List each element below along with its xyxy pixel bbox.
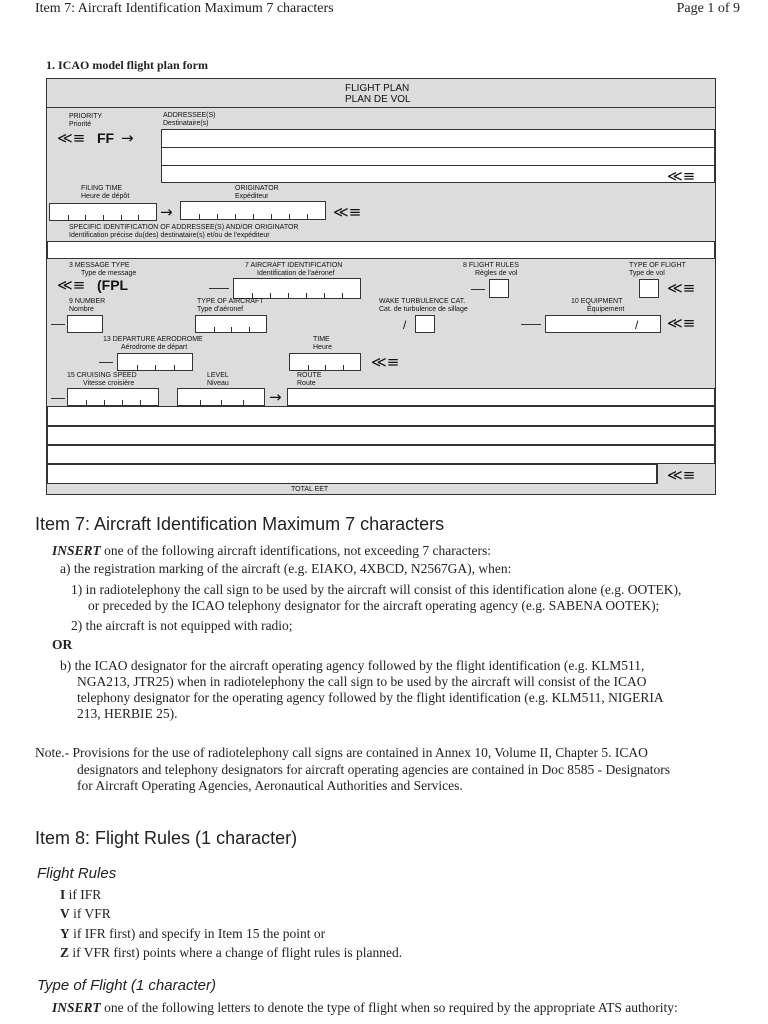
digit-tick	[155, 365, 156, 370]
digit-tick	[253, 214, 254, 219]
digit-tick	[270, 293, 271, 298]
wake-turbulence-field[interactable]	[415, 315, 435, 333]
rule-ifr	[60, 887, 101, 903]
item7-a1-line2: or preceded by the ICAO telephony designator for the aircraft operating agency (e.g. SABENA OOTEK);	[88, 598, 660, 613]
divider	[161, 165, 715, 166]
digit-tick	[217, 214, 218, 219]
insert-word: INSERT	[52, 543, 101, 558]
digit-tick	[271, 214, 272, 219]
equipment-field[interactable]	[545, 315, 661, 333]
digit-tick	[138, 215, 139, 220]
digit-tick	[221, 400, 222, 405]
digit-tick	[342, 293, 343, 298]
digit-tick	[103, 215, 104, 220]
digit-tick	[243, 400, 244, 405]
digit-tick	[214, 327, 215, 332]
divider	[161, 147, 715, 148]
digit-tick	[85, 215, 86, 220]
number-field[interactable]	[67, 315, 103, 333]
slash: /	[635, 318, 639, 332]
type-of-flight-label: TYPE OF FLIGHT	[629, 262, 686, 269]
departure-aerodrome-label-fr: Aérodrome de départ	[121, 344, 188, 351]
departure-aerodrome-label: 13 DEPARTURE AERODROME	[103, 336, 203, 343]
specific-id-field[interactable]	[47, 241, 715, 259]
end-of-line-icon: ≪≡	[667, 466, 696, 484]
digit-tick	[343, 365, 344, 370]
digit-tick	[289, 214, 290, 219]
addressees-label: ADDRESSEE(S)	[163, 112, 216, 119]
digit-tick	[104, 400, 105, 405]
header-title: Item 7: Aircraft Identification Maximum 7 characters	[35, 1, 334, 16]
item7-note-line1: Note.- Provisions for the use of radiotelephony call signs are contained in Annex 10, Volume II, Chapter 5. ICAO	[35, 745, 648, 760]
type-of-flight-subheading: Type of Flight (1 character)	[37, 977, 216, 994]
divider	[657, 464, 658, 484]
digit-tick	[306, 293, 307, 298]
level-label: LEVEL	[207, 372, 229, 379]
flight-plan-form	[46, 78, 716, 495]
cruising-speed-field[interactable]	[67, 388, 159, 406]
route-field[interactable]	[47, 464, 657, 484]
cruising-speed-label: 15 CRUISING SPEED	[67, 372, 137, 379]
rule-text: if VFR first) points where a change of flight rules is planned.	[69, 945, 403, 960]
rule-vfr	[60, 906, 111, 922]
end-of-line-icon: ≪≡	[667, 167, 696, 185]
priority-label-fr: Priorité	[69, 121, 92, 128]
item7-b-line4: 213, HERBIE 25).	[77, 706, 178, 721]
digit-tick	[325, 365, 326, 370]
end-of-line-icon: ≪≡	[371, 353, 400, 371]
digit-tick	[174, 365, 175, 370]
digit-tick	[288, 293, 289, 298]
section-title: 1. ICAO model flight plan form	[46, 58, 208, 72]
addressees-field[interactable]	[161, 129, 715, 183]
time-label-fr: Heure	[313, 344, 333, 351]
equipment-label-fr: Équipement	[587, 306, 625, 313]
item7-or: OR	[52, 637, 73, 652]
arrow-right-icon: →	[269, 388, 282, 406]
dash	[51, 324, 65, 325]
end-of-line-icon: ≪≡	[667, 314, 696, 332]
digit-tick	[200, 400, 201, 405]
departure-aerodrome-field[interactable]	[117, 353, 193, 371]
divider	[47, 107, 715, 108]
originator-label-fr: Expéditeur	[235, 193, 269, 200]
total-eet-label: TOTAL EET	[291, 486, 329, 493]
item7-note-line2: designators and telephony designators for aircraft operating agencies are contained in Doc 8585 - Designators	[77, 762, 671, 777]
rule-text: if IFR first) and specify in Item 15 the point or	[69, 926, 326, 941]
rule-key: I	[60, 887, 66, 902]
insert-text: one of the following letters to denote the type of flight when so required by the appropriate ATS authority:	[100, 1000, 678, 1015]
rule-y	[60, 926, 325, 942]
rule-key: V	[60, 906, 70, 921]
item7-heading: Item 7: Aircraft Identification Maximum 7 characters	[35, 514, 445, 534]
route-field[interactable]	[47, 426, 715, 445]
arrow-right-icon: →	[121, 129, 134, 147]
cruising-speed-label-fr: Vitesse croisière	[83, 380, 135, 387]
specific-id-label-fr: Identification précise du(des) destinataire(s) et/ou de l'expéditeur	[69, 232, 270, 239]
digit-tick	[122, 400, 123, 405]
filing-time-label-fr: Heure de dépôt	[81, 193, 130, 200]
type-of-aircraft-label: TYPE OF AIRCRAFT	[197, 298, 264, 305]
digit-tick	[324, 293, 325, 298]
flight-rules-field[interactable]	[489, 279, 509, 298]
digit-tick	[68, 215, 69, 220]
dash	[51, 398, 65, 399]
route-label-fr: Route	[297, 380, 316, 387]
rule-text: if VFR	[69, 906, 111, 921]
digit-tick	[140, 400, 141, 405]
start-of-message-icon: ≪≡	[57, 129, 86, 147]
number-label: 9 NUMBER	[69, 298, 106, 305]
insert-word: INSERT	[52, 1000, 101, 1015]
aircraft-id-field[interactable]	[233, 278, 361, 299]
aircraft-id-label: 7 AIRCRAFT IDENTIFICATION	[245, 262, 343, 269]
digit-tick	[137, 365, 138, 370]
message-type-fpl: (FPL	[97, 277, 129, 293]
priority-ff: FF	[97, 130, 115, 146]
item7-a: a) the registration marking of the aircraft (e.g. EIAKO, 4XBCD, N2567GA), when:	[60, 561, 512, 576]
originator-field[interactable]	[180, 201, 326, 220]
item8-heading: Item 8: Flight Rules (1 character)	[35, 828, 298, 848]
type-of-aircraft-label-fr: Type d'aéronef	[197, 306, 244, 313]
page-header	[0, 0, 768, 22]
rule-text: if IFR	[65, 887, 102, 902]
digit-tick	[308, 365, 309, 370]
equipment-label: 10 EQUIPMENT	[571, 298, 623, 305]
message-type-label-fr: Type de message	[81, 270, 137, 277]
dash	[99, 362, 113, 363]
digit-tick	[307, 214, 308, 219]
form-title: FLIGHT PLAN	[345, 83, 410, 94]
flight-rules-subheading: Flight Rules	[37, 865, 117, 882]
digit-tick	[86, 400, 87, 405]
route-field[interactable]	[47, 445, 715, 464]
type-of-flight-field[interactable]	[639, 279, 659, 298]
addressees-label-fr: Destinataire(s)	[163, 120, 209, 127]
type-of-flight-label-fr: Type de vol	[629, 270, 665, 277]
form-title-fr: PLAN DE VOL	[345, 94, 411, 105]
filing-time-field[interactable]	[49, 203, 157, 221]
number-label-fr: Nombre	[69, 306, 94, 313]
departure-time-field[interactable]	[289, 353, 361, 371]
flight-rules-label: 8 FLIGHT RULES	[463, 262, 519, 269]
item7-note-line3: for Aircraft Operating Agencies, Aeronautical Authorities and Services.	[77, 778, 463, 793]
level-label-fr: Niveau	[207, 380, 229, 387]
flight-rules-label-fr: Règles de vol	[475, 270, 518, 277]
slash: /	[403, 318, 407, 332]
specific-id-label: SPECIFIC IDENTIFICATION OF ADDRESSEE(S) AND/OR ORIGINATOR	[69, 224, 299, 231]
message-type-label: 3 MESSAGE TYPE	[69, 262, 130, 269]
item7-b-line3: telephony designator for the operating agency followed by the flight identification (e.g. KLM511, NIGERIA	[77, 690, 664, 705]
filing-time-label: FILING TIME	[81, 185, 123, 192]
end-of-line-icon: ≪≡	[667, 279, 696, 297]
item7-a1-line1: 1) in radiotelephony the call sign to be used by the aircraft will consist of this identification alone (e.g. OOTEK),	[71, 582, 682, 597]
digit-tick	[231, 327, 232, 332]
item7-a2: 2) the aircraft is not equipped with radio;	[71, 618, 293, 633]
arrow-right-icon: →	[160, 203, 173, 221]
rule-key: Z	[60, 945, 70, 960]
wake-turbulence-label: WAKE TURBULENCE CAT.	[379, 298, 466, 305]
item7-b-line2: NGA213, JTR25) when in radiotelephony the call sign to be used by the aircraft will consist of the ICAO	[77, 674, 647, 689]
aircraft-id-label-fr: Identification de l'aéronef	[257, 270, 335, 277]
page-number: Page 1 of 9	[676, 1, 740, 16]
rule-z	[60, 945, 402, 961]
route-label: ROUTE	[297, 372, 322, 379]
start-of-message-icon: ≪≡	[57, 276, 86, 294]
dash	[209, 288, 229, 289]
end-of-line-icon: ≪≡	[333, 203, 362, 221]
priority-label: PRIORITY	[69, 113, 103, 120]
wake-turbulence-label-fr: Cat. de turbulence de sillage	[379, 306, 468, 313]
route-field[interactable]	[287, 388, 715, 406]
item7-insert	[52, 543, 491, 559]
item8-insert	[52, 1000, 678, 1016]
type-of-aircraft-field[interactable]	[195, 315, 267, 333]
digit-tick	[249, 327, 250, 332]
dash	[471, 289, 485, 290]
originator-label: ORIGINATOR	[235, 185, 279, 192]
insert-text: one of the following aircraft identifications, not exceeding 7 characters:	[100, 543, 492, 558]
time-label: TIME	[313, 336, 330, 343]
item7-b-line1: b) the ICAO designator for the aircraft operating agency followed by the flight identification (e.g. KLM511,	[60, 658, 645, 673]
digit-tick	[235, 214, 236, 219]
dash	[521, 324, 541, 325]
digit-tick	[121, 215, 122, 220]
rule-key: Y	[60, 926, 70, 941]
digit-tick	[199, 214, 200, 219]
level-field[interactable]	[177, 388, 265, 406]
route-field[interactable]	[47, 406, 715, 426]
